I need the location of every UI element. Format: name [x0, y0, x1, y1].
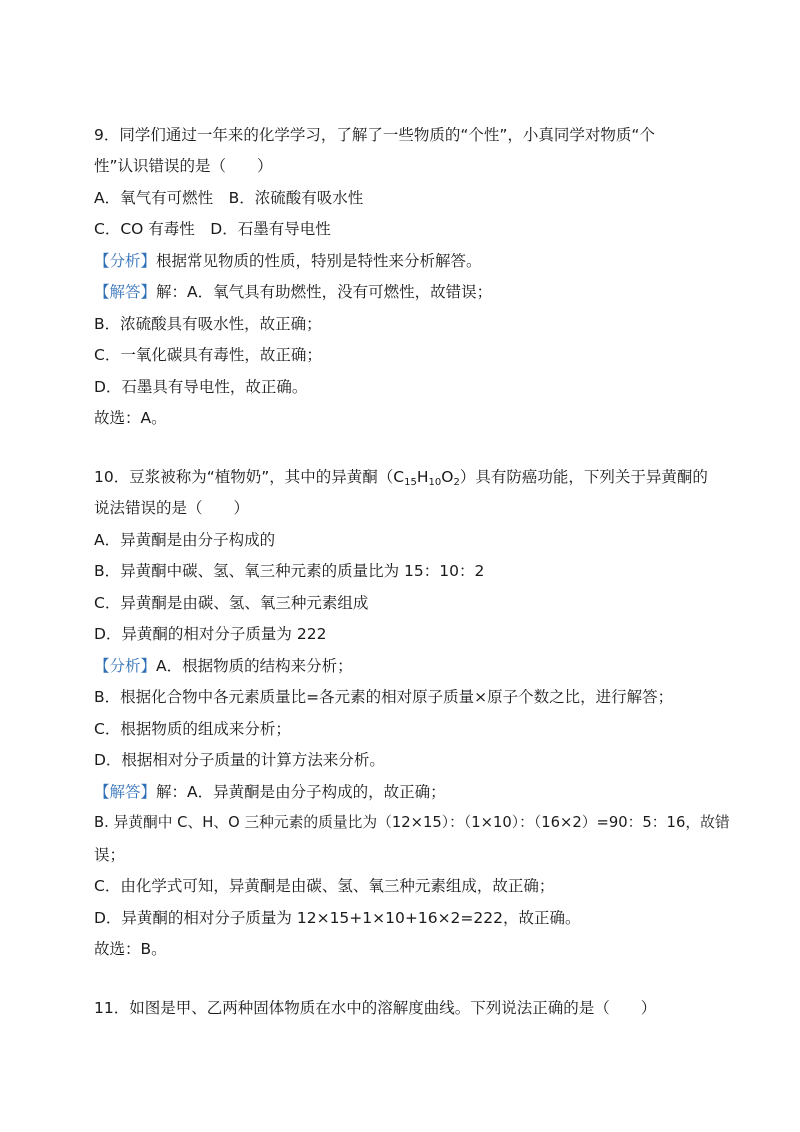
q10-analysis-text-1: A．根据物质的结构来分析；	[156, 657, 353, 675]
q11-stem-line-1: 11．如图是甲、乙两种固体物质在水中的溶解度曲线。下列说法正确的是（ ）	[94, 999, 657, 1017]
analysis-tag: 【分析】	[94, 657, 157, 675]
q9-answer	[94, 281, 492, 303]
q10-stem-line-1	[94, 466, 708, 488]
formula-c-sub: 15	[404, 477, 417, 488]
answer-tag: 【解答】	[94, 283, 157, 301]
q9-answer-line-4: D．石墨具有导电性，故正确。	[94, 378, 308, 396]
q10-option-b: B．异黄酮中碳、氢、氧三种元素的质量比为 15：10：2	[94, 562, 485, 580]
q9-answer-text-1: 解：A．氧气具有助燃性，没有可燃性，故错误；	[156, 283, 493, 301]
q10-option-a: A．异黄酮是由分子构成的	[94, 531, 276, 549]
q10-stem-line-2: 说法错误的是（ ）	[94, 499, 250, 517]
q10-analysis-line-2: B．根据化合物中各元素质量比=各元素的相对原子质量×原子个数之比，进行解答；	[94, 688, 674, 706]
formula-h-sub: 10	[428, 477, 442, 488]
q10-answer	[94, 781, 446, 803]
q9-stem-line-1: 9．同学们通过一年来的化学学习，了解了一些物质的“个性”，小真同学对物质“个	[94, 126, 655, 144]
q9-analysis-text: 根据常见物质的性质，特别是特性来分析解答。	[156, 252, 482, 270]
q10-answer-line-5: D．异黄酮的相对分子质量为 12×15+1×10+16×2=222，故正确。	[94, 909, 581, 927]
q10-option-d: D．异黄酮的相对分子质量为 222	[94, 625, 327, 643]
formula-h: H	[416, 468, 429, 486]
q10-analysis	[94, 655, 353, 677]
q10-option-c: C．异黄酮是由碳、氢、氧三种元素组成	[94, 594, 369, 612]
analysis-tag: 【分析】	[94, 252, 157, 270]
q9-options-line-2: C．CO 有毒性 D．石墨有导电性	[94, 220, 331, 238]
q10-analysis-line-3: C．根据物质的组成来分析；	[94, 720, 291, 738]
q10-stem-prefix: 10．豆浆被称为“植物奶”，其中的异黄酮（C	[94, 468, 405, 486]
q9-options-line-1: A．氧气有可燃性 B．浓硫酸有吸水性	[94, 189, 364, 207]
q9-answer-line-3: C．一氧化碳具有毒性，故正确；	[94, 346, 322, 364]
formula-o: O	[441, 468, 454, 486]
q10-answer-line-2: B. 异黄酮中 C、H、O 三种元素的质量比为（12×15）：（1×10）：（16×2）=90：5：16，故错	[94, 814, 730, 831]
q10-choice: 故选：B。	[94, 940, 167, 958]
q9-analysis	[94, 250, 482, 272]
answer-tag: 【解答】	[94, 783, 157, 801]
formula-o-sub: 2	[453, 477, 460, 488]
q9-answer-line-2: B．浓硫酸具有吸水性，故正确；	[94, 315, 322, 333]
q10-answer-text-1: 解：A．异黄酮是由分子构成的，故正确；	[156, 783, 446, 801]
q9-stem-line-2: 性”认识错误的是（ ）	[94, 157, 273, 175]
q10-analysis-line-4: D．根据相对分子质量的计算方法来分析。	[94, 751, 385, 769]
q10-stem-suffix: ）具有防癌功能，下列关于异黄酮的	[459, 468, 708, 486]
q10-answer-line-4: C．由化学式可知，异黄酮是由碳、氢、氧三种元素组成，故正确；	[94, 877, 555, 895]
q10-answer-line-3: 误；	[94, 846, 126, 864]
q9-choice: 故选：A。	[94, 409, 167, 427]
